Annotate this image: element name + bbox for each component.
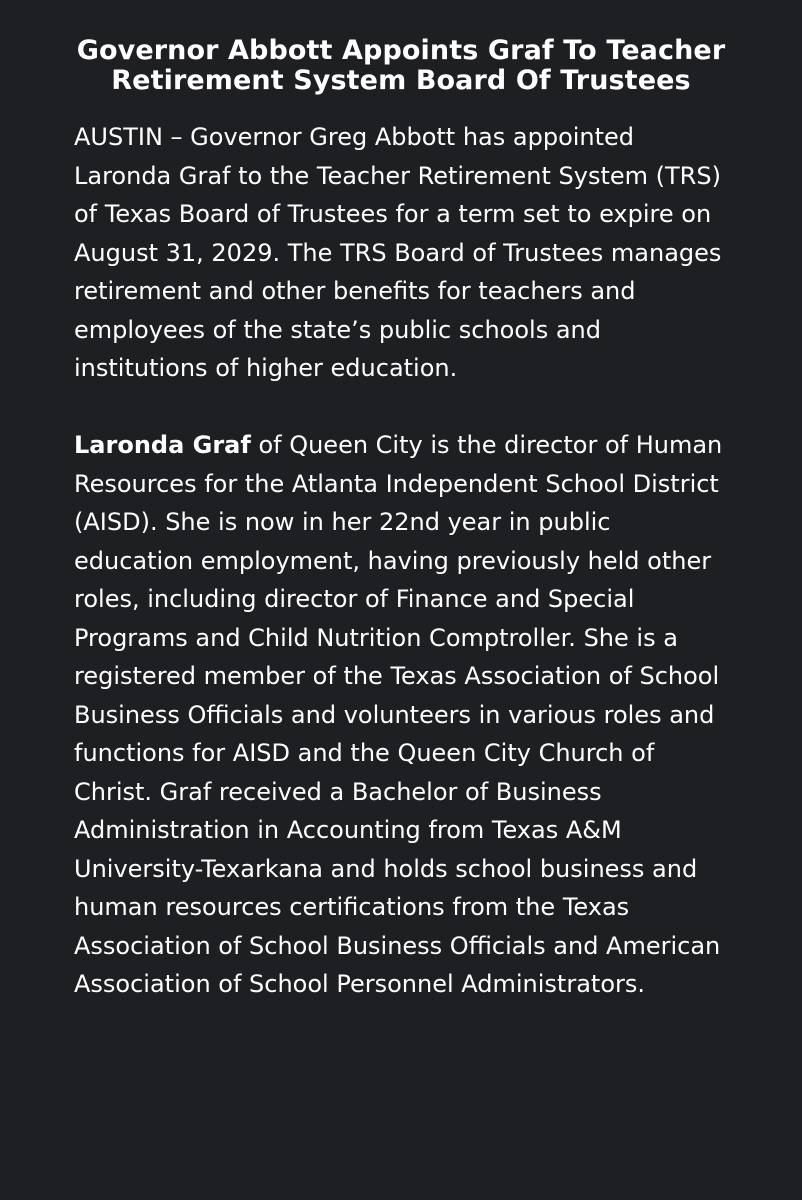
intro-paragraph: AUSTIN – Governor Greg Abbott has appointed Laronda Graf to the Teacher Retirement System (TRS) of Texas Board of Trustees for a term set to expire on August 31, 2029. The TRS Board of Trustees manages retirement and other benefits for teachers and employees of the state’s public schools and institutions of higher education.	[74, 123, 722, 382]
bio-paragraph	[74, 426, 728, 1004]
appointee-name: Laronda Graf	[74, 431, 251, 459]
bio-text: of Queen City is the director of Human Resources for the Atlanta Independent School District (AISD). She is now in her 22nd year in public education employment, having previously held other roles, including director of Finance and Special Programs and Child Nutrition Comptroller. She is a registered member of the Texas Association of School Business Officials and volunteers in various roles and functions for AISD and the Queen City Church of Christ. Graf received a Bachelor of Business Administration in Accounting from Texas A&M University-Texarkana and holds school business and human resources certifications from the Texas Association of School Business Officials and American Association of School Personnel Administrators.	[74, 431, 723, 998]
article-title: Governor Abbott Appoints Graf To Teacher Retirement System Board Of Trustees	[76, 35, 726, 96]
